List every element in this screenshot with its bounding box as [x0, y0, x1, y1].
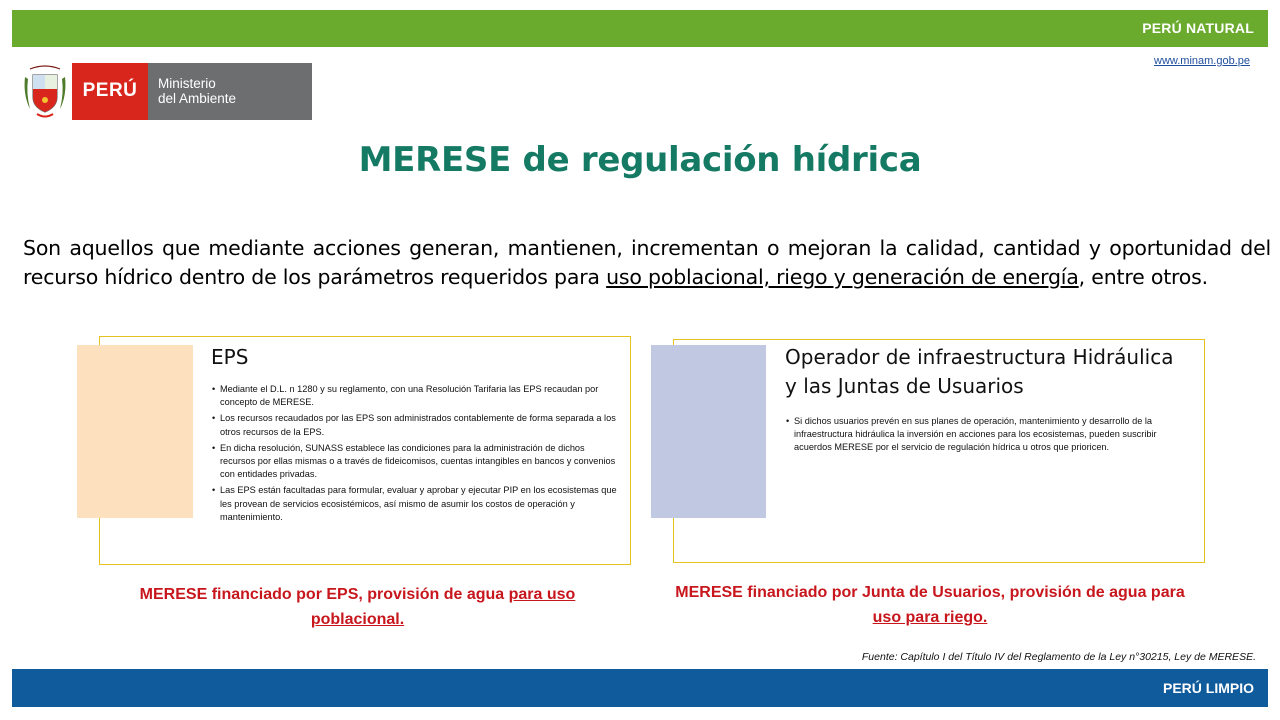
operador-bullet: • Si dichos usuarios prevén en sus planes de operación, mantenimiento y desarrollo de la infraestructura hidráulica la inversión en acciones para los ecosistemas, pueden suscribir acuerdos MERESE por el servicio de regulación hídrica u otros que prioricen.	[786, 415, 1196, 455]
intro-paragraph	[23, 234, 1271, 291]
eps-caption	[105, 582, 610, 632]
ministry-name-line2: del Ambiente	[158, 91, 237, 106]
operador-color-swatch	[651, 345, 766, 518]
eps-caption-underlined: para uso poblacional.	[310, 586, 576, 628]
website-link[interactable]: www.minam.gob.pe	[1154, 55, 1250, 67]
ministry-logo	[22, 63, 312, 120]
source-note: Fuente: Capítulo I del Título IV del Reglamento de la Ley n°30215, Ley de MERESE.	[861, 651, 1256, 663]
eps-bullet-list	[212, 383, 622, 527]
operador-caption-underlined: uso para riego.	[872, 609, 988, 626]
top-banner	[12, 10, 1268, 47]
operador-caption-text: MERESE financiado por Junta de Usuarios, provisión de agua para	[675, 584, 1185, 601]
bottom-banner	[12, 669, 1268, 707]
eps-bullet: • Mediante el D.L. n 1280 y su reglamento, con una Resolución Tarifaria las EPS recaudan por concepto de MERESE.	[212, 383, 622, 409]
eps-card-title: EPS	[211, 345, 249, 369]
peru-logo-text: PERÚ	[82, 80, 138, 101]
eps-color-swatch	[77, 345, 193, 518]
operador-caption	[675, 580, 1185, 630]
eps-bullet: • En dicha resolución, SUNASS establece las condiciones para la administración de dichos recursos por ellas mismas o a través de fideicomisos, cuentas intangibles en bancos y convenios con entidades privadas.	[212, 442, 622, 482]
operador-card-title: Operador de infraestructura Hidráulica y las Juntas de Usuarios	[785, 345, 1174, 398]
eps-bullet: • Los recursos recaudados por las EPS son administrados contablemente de forma separada a los otros recursos de la EPS.	[212, 412, 622, 438]
intro-underlined-text: uso poblacional, riego y generación de energía	[606, 264, 1079, 289]
eps-caption-text: MERESE financiado por EPS, provisión de agua	[139, 586, 509, 603]
slide-title: MERESE de regulación hídrica	[358, 140, 922, 180]
operador-bullet-list	[786, 415, 1196, 458]
intro-text-start: Son aquellos que mediante acciones generan, mantienen, incrementan o mejoran la calidad, cantidad y oportunidad del recurso hídrico dentro de los parámetros requeridos para	[23, 236, 1271, 289]
bottom-banner-label: PERÚ LIMPIO	[1162, 680, 1254, 696]
national-seal-icon	[22, 63, 68, 120]
peru-logo-box	[72, 63, 148, 120]
eps-bullet: • Las EPS están facultadas para formular, evaluar y aprobar y ejecutar PIP en los ecosistemas que les provean de servicios ecosistémicos, así mismo de asumir los costos de operación y mantenimiento.	[212, 484, 622, 524]
ministry-name-line1: Ministerio	[158, 76, 216, 91]
intro-text-end: , entre otros.	[1078, 264, 1208, 289]
ministry-logo-box	[148, 63, 312, 120]
top-banner-label: PERÚ NATURAL	[1142, 20, 1254, 36]
